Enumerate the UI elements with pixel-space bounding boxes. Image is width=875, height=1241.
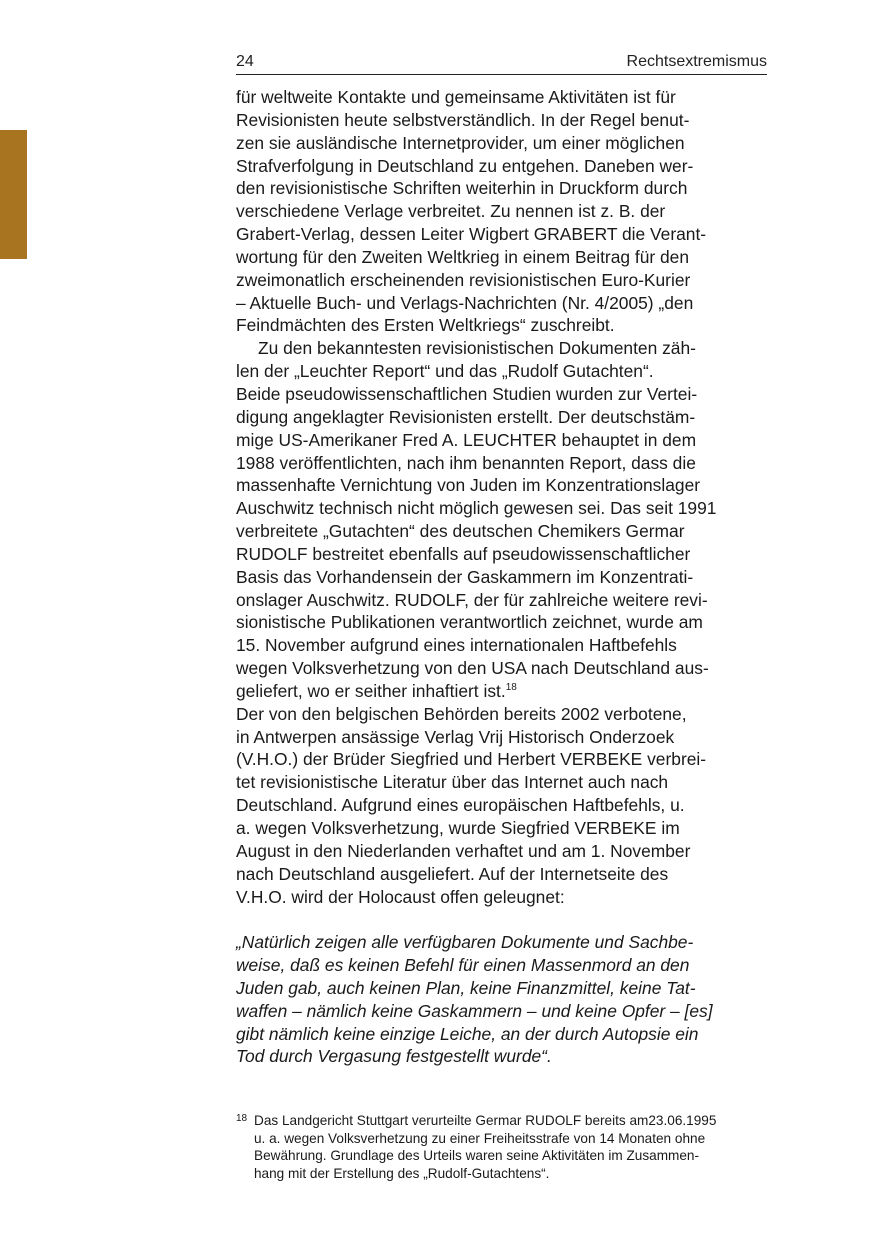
text-line: für weltweite Kontakte und gemeinsame Aktivitäten ist für (236, 87, 676, 107)
text-line: Strafverfolgung in Deutschland zu entgehen. Daneben wer- (236, 155, 694, 176)
text-line: Zu den bekanntesten revisionistischen Dokumenten zäh- (258, 338, 696, 359)
paragraph-gap (236, 908, 767, 931)
text-line: u. a. wegen Volksverhetzung zu einer Freiheitsstrafe von 14 Monaten ohne (254, 1130, 706, 1146)
text-line: Feindmächten des Ersten Weltkriegs“ zuschreibt. (236, 315, 615, 336)
chapter-marker-tab (0, 130, 27, 259)
text-line (236, 680, 767, 703)
text-line: weise, daß es keinen Befehl für einen Massenmord an den (236, 955, 690, 976)
text-line: digung angeklagter Revisionisten erstellt. Der deutschstäm- (236, 406, 696, 427)
page-header (236, 52, 767, 75)
footnote (236, 1112, 767, 1182)
text-line: 15. November aufgrund eines internationalen Haftbefehls (236, 635, 677, 656)
text-line: in Antwerpen ansässige Verlag Vrij Historisch Onderzoek (236, 726, 675, 747)
body-text (236, 86, 767, 1068)
text-line: Deutschland. Aufgrund eines europäischen Haftbefehls, u. (236, 795, 685, 816)
text-line: zen sie ausländische Internetprovider, um einer möglichen (236, 132, 685, 153)
text-line: wortung für den Zweiten Weltkrieg in einem Beitrag für den (236, 246, 690, 267)
text-line: Auschwitz technisch nicht möglich gewesen sei. Das seit 1991 (236, 498, 717, 519)
block-quote (236, 931, 767, 1068)
text-line: – Aktuelle Buch- und Verlags-Nachrichten (Nr. 4/2005) „den (236, 292, 694, 313)
footnote-number: 18 (236, 1113, 248, 1124)
text-line: wegen Volksverhetzung von den USA nach Deutschland aus- (236, 658, 709, 679)
text-line: „Natürlich zeigen alle verfügbaren Dokumente und Sachbe- (236, 932, 694, 953)
text-line: Basis das Vorhandensein der Gaskammern im Konzentrati- (236, 566, 694, 587)
text-line: Bewährung. Grundlage des Urteils waren seine Aktivitäten im Zusammen- (254, 1148, 700, 1164)
running-head: Rechtsextremismus (626, 53, 767, 70)
text-line: gibt nämlich keine einzige Leiche, an der durch Autopsie ein (236, 1023, 699, 1044)
text-line: hang mit der Erstellung des „Rudolf-Gutachtens“. (254, 1165, 550, 1181)
text-line: 1988 veröffentlichten, nach ihm benannten Report, dass die (236, 452, 696, 473)
text-line: Der von den belgischen Behörden bereits 2002 verbotene, (236, 703, 687, 724)
text-line: V.H.O. wird der Holocaust offen geleugnet: (236, 886, 565, 907)
footnote-reference: 18 (505, 681, 517, 693)
text-line: August in den Niederlanden verhaftet und am 1. November (236, 840, 691, 861)
text-line: massenhafte Vernichtung von Juden im Konzentrationslager (236, 475, 701, 496)
text-line: Beide pseudowissenschaftlichen Studien wurden zur Vertei- (236, 383, 698, 404)
text-line: onslager Auschwitz. RUDOLF, der für zahlreiche weitere revi- (236, 589, 708, 610)
text-line: mige US-Amerikaner Fred A. LEUCHTER behauptet in dem (236, 429, 697, 450)
text-line: nach Deutschland ausgeliefert. Auf der Internetseite des (236, 863, 669, 884)
paragraph-3 (236, 703, 767, 909)
paragraph-2 (236, 337, 767, 703)
text-line: den revisionistische Schriften weiterhin in Druckform durch (236, 178, 688, 199)
text-line: Das Landgericht Stuttgart verurteilte Germar RUDOLF bereits am23.06.1995 (254, 1113, 717, 1128)
text-line: Juden gab, auch keinen Plan, keine Finanzmittel, keine Tat- (236, 977, 696, 998)
text-line: (V.H.O.) der Brüder Siegfried und Herbert VERBEKE verbrei- (236, 749, 707, 770)
footnote-text (254, 1112, 767, 1182)
text-line: tet revisionistische Literatur über das Internet auch nach (236, 772, 669, 793)
text-line: a. wegen Volksverhetzung, wurde Siegfried VERBEKE im (236, 818, 680, 838)
text-line: RUDOLF bestreitet ebenfalls auf pseudowissenschaftlicher (236, 543, 691, 564)
text-line: zweimonatlich erscheinenden revisionistischen Euro-Kurier (236, 269, 691, 290)
text-line: verschiedene Verlage verbreitet. Zu nennen ist z. B. der (236, 201, 666, 222)
page-number: 24 (236, 53, 254, 70)
text-line: sionistische Publikationen verantwortlich zeichnet, wurde am (236, 612, 703, 633)
text-line: verbreitete „Gutachten“ des deutschen Chemikers Germar (236, 521, 685, 542)
paragraph-1 (236, 86, 767, 337)
text-line: waffen – nämlich keine Gaskammern – und keine Opfer – [es] (236, 1000, 713, 1021)
text-line: Tod durch Vergasung festgestellt wurde“. (236, 1046, 552, 1067)
text-line: Grabert-Verlag, dessen Leiter Wigbert GRABERT die Verant- (236, 224, 707, 245)
text-line-content: geliefert, wo er seither inhaftiert ist. (236, 680, 506, 701)
text-line: len der „Leuchter Report“ und das „Rudolf Gutachten“. (236, 361, 654, 382)
text-line: Revisionisten heute selbstverständlich. In der Regel benut- (236, 109, 690, 130)
